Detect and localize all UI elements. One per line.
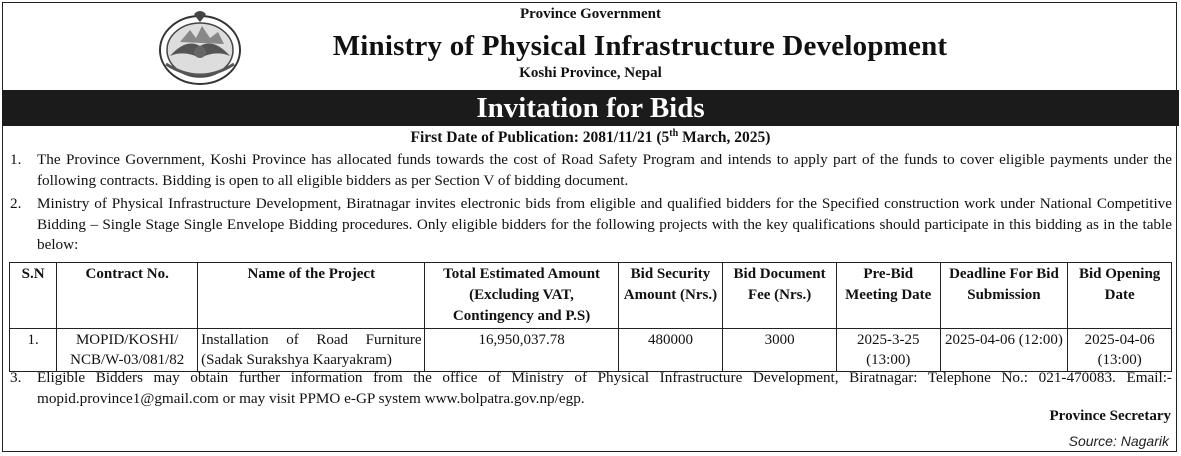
cell-contract-no: MOPID/KOSHI/ NCB/W-03/081/82 — [57, 329, 198, 372]
paragraph-number: 1. — [10, 151, 22, 168]
column-header: Contract No. — [57, 263, 198, 329]
ministry-title: Ministry of Physical Infrastructure Development — [332, 30, 948, 62]
cell-estimated-amount: 16,950,037.78 — [425, 329, 618, 372]
paragraph-number: 3. — [10, 369, 22, 386]
paragraph-number: 2. — [10, 195, 22, 212]
column-header: Bid Security Amount (Nrs.) — [618, 263, 723, 329]
column-header: Name of the Project — [198, 263, 425, 329]
signatory: Province Secretary — [1049, 408, 1171, 424]
paragraph-text: Ministry of Physical Infrastructure Development, Biratnagar invites electronic bids from eligible and qualified bidders for the Specified construction work under National Competitive Bidding – Single Stage Single Envelope Bidding procedures. Only eligible bidders for the following projects with the key qualifications should participate in this bidding as in the table below: — [37, 195, 1172, 253]
publication-date-end: March, 2025) — [678, 129, 771, 147]
publication-date-sup: th — [669, 128, 679, 139]
paragraph-text: The Province Government, Koshi Province has allocated funds towards the cost of Road Safety Program and intends to apply part of the funds to cover eligible payments under the following contracts. Bidding is open to all eligible bidders as per Section V of bidding document. — [37, 151, 1172, 189]
column-header: Bid Opening Date — [1068, 263, 1172, 329]
publication-date-label: First Date of Publication: 2081/11/21 (5 — [410, 129, 670, 147]
column-header: Deadline For Bid Submission — [940, 263, 1068, 329]
column-header: Bid Document Fee (Nrs.) — [723, 263, 837, 329]
table-header-row — [10, 263, 1172, 329]
location-subtitle: Koshi Province, Nepal — [519, 65, 662, 81]
government-title: Province Government — [520, 6, 661, 22]
paragraph-2 — [10, 194, 1172, 256]
cell-document-fee: 3000 — [723, 329, 837, 372]
paragraph-text: Eligible Bidders may obtain further information from the office of Ministry of Physical Infrastructure Development, Biratnagar: Telephone No.: 021-470083. Email:-mopid.province1@gmail.com or may visit PPMO e-GP system www.bolpatra.gov.np/egp. — [37, 369, 1172, 407]
cell-submission-deadline: 2025-04-06 (12:00) — [940, 329, 1068, 372]
column-header: S.N — [10, 263, 57, 329]
bids-table — [9, 262, 1172, 372]
cell-prebid-date: 2025-3-25 (13:00) — [836, 329, 940, 372]
source-credit: Source: Nagarik — [1068, 433, 1169, 449]
paragraph-1 — [10, 150, 1172, 191]
notice-header — [0, 0, 1181, 92]
column-header: Pre-Bid Meeting Date — [836, 263, 940, 329]
cell-opening-date: 2025-04-06 (13:00) — [1068, 329, 1172, 372]
cell-sn: 1. — [10, 329, 57, 372]
column-header: Total Estimated Amount (Excluding VAT, Contingency and P.S) — [425, 263, 618, 329]
invitation-banner: Invitation for Bids — [2, 90, 1179, 126]
publication-date — [0, 128, 1181, 147]
cell-bid-security: 480000 — [618, 329, 723, 372]
paragraph-3 — [10, 368, 1172, 409]
cell-project-name: Installation of Road Furniture (Sadak Surakshya Kaaryakram) — [198, 329, 425, 372]
table-row — [10, 329, 1172, 372]
